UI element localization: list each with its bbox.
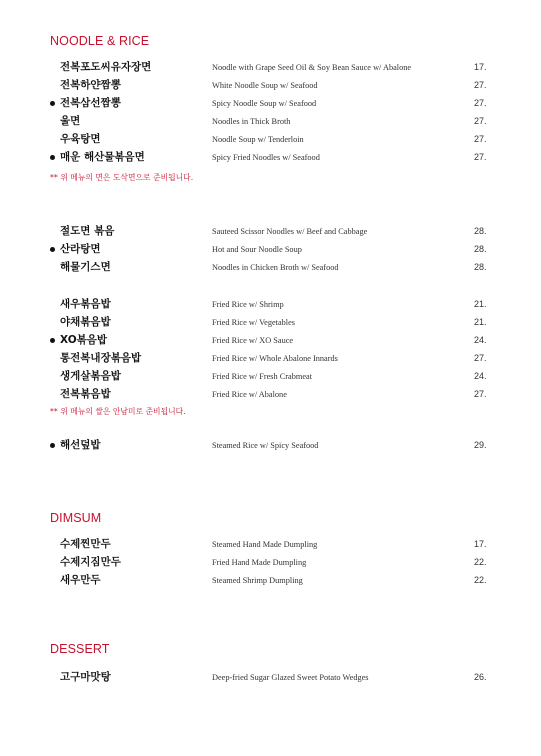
menu-item (0, 315, 541, 331)
item-name-en: Noodle with Grape Seed Oil & Soy Bean Sauce w/ Abalone (212, 63, 412, 72)
item-name-en: Steamed Rice w/ Spicy Seafood (212, 441, 319, 450)
item-name-en: Fried Rice w/ XO Sauce (212, 336, 294, 345)
item-name-en: Noodles in Chicken Broth w/ Seafood (212, 263, 339, 272)
menu-item (0, 242, 541, 258)
item-name-kr: 해선덮밥 (60, 439, 101, 451)
menu-item (0, 387, 541, 403)
item-price: 22. (474, 575, 487, 585)
item-price: 22. (474, 557, 487, 567)
item-name-en: Steamed Shrimp Dumpling (212, 576, 303, 585)
item-price: 24. (474, 335, 487, 345)
item-price: 28. (474, 226, 487, 236)
item-name-en: Fried Rice w/ Whole Abalone Innards (212, 354, 338, 363)
menu-item (0, 333, 541, 349)
item-name-en: Deep-fried Sugar Glazed Sweet Potato Wedges (212, 673, 369, 682)
menu-item (0, 555, 541, 571)
item-name-kr: 수제지짐만두 (60, 556, 121, 568)
spicy-bullet-icon (50, 443, 55, 448)
item-price: 27. (474, 80, 487, 90)
menu-note: ** 위 메뉴의 면은 도삭면으로 준비됩니다. (50, 173, 194, 182)
menu-item (0, 438, 541, 454)
item-price: 27. (474, 98, 487, 108)
spicy-bullet-icon (50, 101, 55, 106)
item-price: 28. (474, 244, 487, 254)
item-name-en: Fried Rice w/ Shrimp (212, 300, 284, 309)
item-name-en: Fried Rice w/ Fresh Crabmeat (212, 372, 313, 381)
item-price: 27. (474, 353, 487, 363)
item-name-kr: 매운 해산물볶음면 (60, 151, 145, 163)
item-price: 26. (474, 672, 487, 682)
item-price: 28. (474, 262, 487, 272)
menu-item (0, 369, 541, 385)
item-name-kr: 수제찐만두 (60, 538, 111, 550)
item-name-en: Fried Rice w/ Vegetables (212, 318, 296, 327)
item-name-kr: 산라탕면 (60, 243, 101, 255)
section-title-dessert: DESSERT (50, 642, 110, 656)
item-name-kr: 새우볶음밥 (60, 298, 111, 310)
menu-item (0, 297, 541, 313)
menu-item (0, 96, 541, 112)
item-name-kr: 전복하얀짬뽕 (60, 79, 121, 91)
item-name-en: Spicy Fried Noodles w/ Seafood (212, 153, 320, 162)
item-name-en: Noodles in Thick Broth (212, 117, 291, 126)
item-price: 17. (474, 62, 487, 72)
item-name-kr: XO볶음밥 (60, 334, 108, 346)
spicy-bullet-icon (50, 155, 55, 160)
item-name-kr: 생게살볶음밥 (60, 370, 121, 382)
section-title-noodle-rice: NOODLE & RICE (50, 34, 150, 48)
item-name-en: White Noodle Soup w/ Seafood (212, 81, 318, 90)
menu-item (0, 351, 541, 367)
item-name-kr: 고구마맛탕 (60, 671, 111, 683)
section-title-dimsum: DIMSUM (50, 511, 102, 525)
item-price: 21. (474, 317, 487, 327)
item-name-en: Spicy Noodle Soup w/ Seafood (212, 99, 317, 108)
item-name-en: Steamed Hand Made Dumpling (212, 540, 318, 549)
item-name-kr: 절도면 볶음 (60, 225, 115, 237)
menu-note: ** 위 메뉴의 쌀은 안남미로 준비됩니다. (50, 407, 186, 416)
item-name-en: Hot and Sour Noodle Soup (212, 245, 302, 254)
item-price: 29. (474, 440, 487, 450)
item-name-kr: 전복볶음밥 (60, 388, 111, 400)
item-price: 21. (474, 299, 487, 309)
menu-item (0, 260, 541, 276)
item-name-en: Sauteed Scissor Noodles w/ Beef and Cabbage (212, 227, 368, 236)
menu-item (0, 573, 541, 589)
item-price: 27. (474, 152, 487, 162)
item-price: 27. (474, 116, 487, 126)
item-price: 24. (474, 371, 487, 381)
item-name-en: Fried Hand Made Dumpling (212, 558, 307, 567)
menu-item (0, 537, 541, 553)
item-name-kr: 울면 (60, 115, 81, 127)
spicy-bullet-icon (50, 247, 55, 252)
item-price: 17. (474, 539, 487, 549)
item-name-en: Noodle Soup w/ Tenderloin (212, 135, 304, 144)
menu-item (0, 78, 541, 94)
menu-item (0, 132, 541, 148)
menu-item (0, 114, 541, 130)
item-name-kr: 통전복내장볶음밥 (60, 352, 142, 364)
item-name-kr: 해물기스면 (60, 261, 111, 273)
spicy-bullet-icon (50, 338, 55, 343)
item-name-kr: 전복포도씨유자장면 (60, 61, 152, 73)
item-price: 27. (474, 389, 487, 399)
item-name-kr: 우육탕면 (60, 133, 101, 145)
item-name-en: Fried Rice w/ Abalone (212, 390, 287, 399)
menu-item (0, 60, 541, 76)
item-price: 27. (474, 134, 487, 144)
item-name-kr: 새우만두 (60, 574, 101, 586)
item-name-kr: 야채볶음밥 (60, 316, 111, 328)
menu-item (0, 670, 541, 686)
menu-item (0, 150, 541, 166)
menu-item (0, 224, 541, 240)
item-name-kr: 전복삼선짬뽕 (60, 97, 121, 109)
